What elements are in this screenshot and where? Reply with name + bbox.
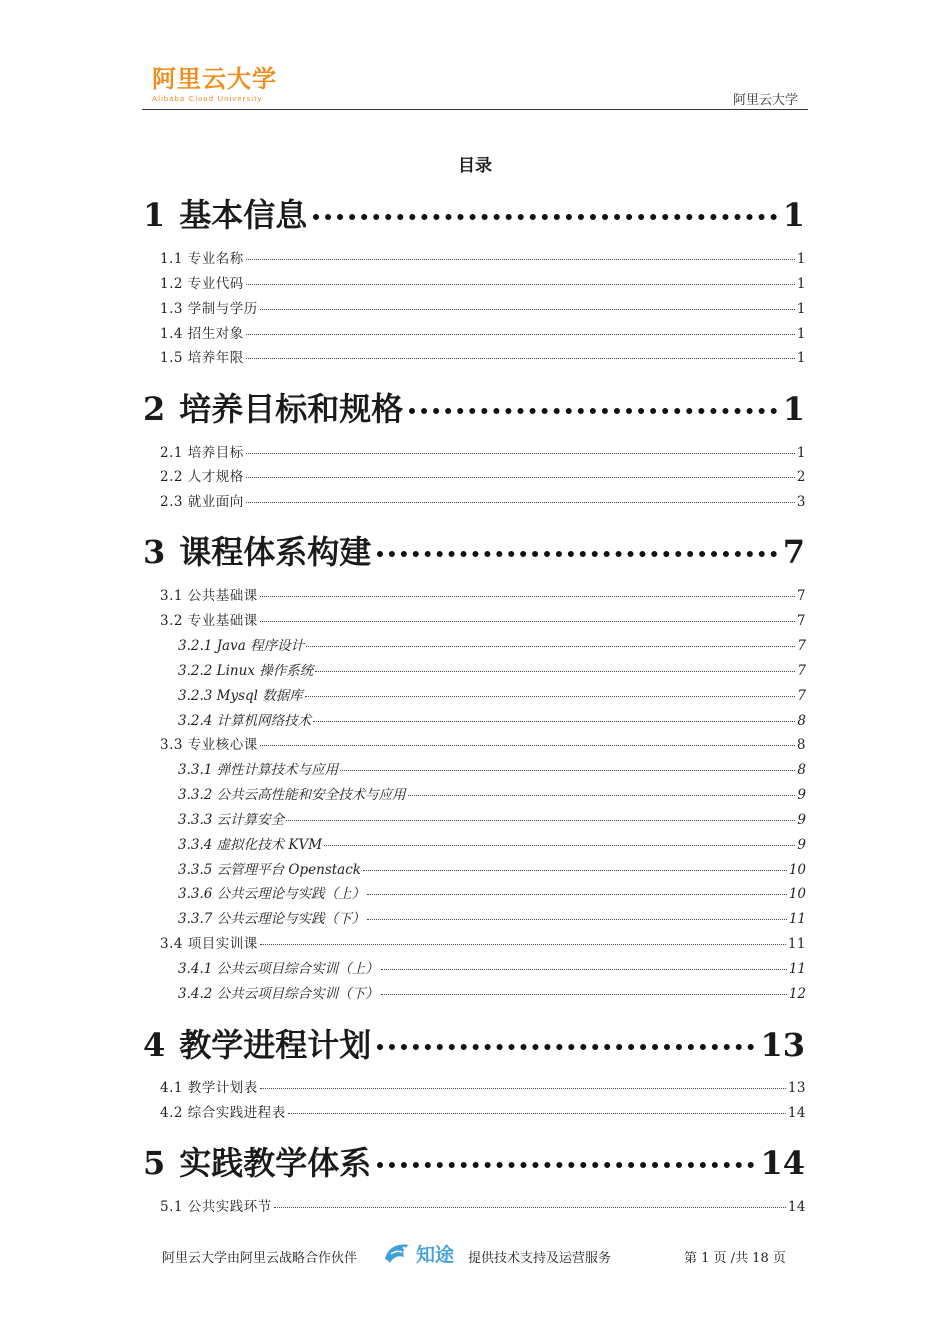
toc-subentry[interactable]: [178, 957, 806, 977]
dot-leader: [246, 477, 795, 478]
toc-subentry[interactable]: [178, 783, 806, 803]
entry-page: 3: [796, 494, 806, 510]
entry-page: 7: [797, 638, 806, 654]
entry-label: 3.3.3 云计算安全: [178, 812, 285, 828]
chapter-title: 培养目标和规格: [179, 390, 404, 428]
toc-entry[interactable]: [160, 465, 806, 485]
dot-leader: [377, 551, 776, 557]
entry-page: 9: [797, 837, 806, 853]
entry-label: 3.2.3 Mysql 数据库: [178, 688, 303, 704]
dot-leader: [260, 944, 786, 945]
entry-label: 2.1 培养目标: [160, 445, 244, 461]
entry-page: 10: [788, 862, 806, 878]
toc-entry[interactable]: [160, 1195, 806, 1215]
alibaba-cloud-university-logo: [152, 66, 282, 106]
dot-leader: [367, 894, 787, 895]
entry-label: 3.3.2 公共云高性能和安全技术与应用: [178, 787, 406, 803]
dot-leader: [324, 845, 795, 846]
chapter-title: 实践教学体系: [179, 1144, 372, 1182]
toc-subentry[interactable]: [178, 758, 806, 778]
entry-page: 13: [787, 1080, 806, 1096]
toc-subentry[interactable]: [178, 659, 806, 679]
dot-leader: [340, 770, 795, 771]
entry-label: 3.3 专业核心课: [160, 737, 258, 753]
entry-page: 10: [788, 886, 806, 902]
entry-page: 1: [796, 251, 806, 267]
entry-label: 5.1 公共实践环节: [160, 1199, 272, 1215]
entry-page: 14: [787, 1199, 806, 1215]
chapter-number: 4: [143, 1026, 166, 1064]
dot-leader: [409, 408, 776, 414]
entry-page: 2: [796, 469, 806, 485]
entry-page: 11: [788, 961, 806, 977]
dot-leader: [286, 820, 795, 821]
dot-leader: [260, 309, 795, 310]
dot-leader: [260, 745, 795, 746]
entry-label: 4.2 综合实践进程表: [160, 1105, 286, 1121]
zhitu-brand-text: 知途: [416, 1244, 455, 1266]
header-title: 阿里云大学: [732, 93, 798, 108]
entry-page: 1: [796, 326, 806, 342]
dot-leader: [260, 596, 795, 597]
entry-page: 7: [797, 663, 806, 679]
entry-label: 3.2 专业基础课: [160, 613, 258, 629]
toc-subentry[interactable]: [178, 833, 806, 853]
entry-label: 3.3.5 云管理平台 Openstack: [178, 862, 361, 878]
dot-leader: [246, 358, 795, 359]
toc-chapter-4[interactable]: [143, 1020, 805, 1064]
dot-leader: [315, 671, 795, 672]
entry-page: 7: [797, 688, 806, 704]
entry-label: 3.3.7 公共云理论与实践（下）: [178, 911, 366, 927]
chapter-title: 课程体系构建: [179, 533, 372, 571]
dot-leader: [313, 721, 795, 722]
footer-service-text: 提供技术支持及运营服务: [468, 1251, 612, 1266]
chapter-page: 1: [782, 390, 805, 428]
entry-label: 1.1 专业名称: [160, 251, 244, 267]
dot-leader: [408, 795, 796, 796]
toc-entry[interactable]: [160, 297, 806, 317]
toc-entry[interactable]: [160, 272, 806, 292]
entry-label: 3.4.2 公共云项目综合实训（下）: [178, 986, 379, 1002]
zhitu-bird-icon: [382, 1241, 412, 1267]
toc-chapter-2[interactable]: [143, 384, 805, 428]
toc-subentry[interactable]: [178, 634, 806, 654]
chapter-title: 基本信息: [179, 196, 308, 234]
toc-chapter-1[interactable]: [143, 190, 805, 234]
entry-label: 3.3.6 公共云理论与实践（上）: [178, 886, 366, 902]
entry-page: 8: [797, 762, 806, 778]
entry-label: 4.1 教学计划表: [160, 1080, 258, 1096]
zhitu-logo: [382, 1240, 454, 1267]
toc-entry[interactable]: [160, 584, 806, 604]
toc-chapter-3[interactable]: [143, 527, 805, 571]
entry-label: 1.3 学制与学历: [160, 301, 258, 317]
entry-label: 3.3.1 弹性计算技术与应用: [178, 762, 339, 778]
entry-page: 1: [796, 350, 806, 366]
entry-label: 1.2 专业代码: [160, 276, 244, 292]
entry-label: 3.4.1 公共云项目综合实训（上）: [178, 961, 379, 977]
entry-page: 11: [787, 936, 806, 952]
dot-leader: [313, 214, 776, 220]
dot-leader: [260, 621, 795, 622]
chapter-page: 1: [782, 196, 805, 234]
entry-page: 11: [788, 911, 806, 927]
dot-leader: [367, 919, 787, 920]
chapter-number: 1: [143, 196, 166, 234]
entry-page: 1: [796, 276, 806, 292]
toc-entry[interactable]: [160, 441, 806, 461]
entry-page: 8: [797, 713, 806, 729]
entry-label: 3.4 项目实训课: [160, 936, 258, 952]
entry-page: 7: [796, 613, 806, 629]
entry-page: 9: [797, 812, 806, 828]
toc-entry[interactable]: [160, 609, 806, 629]
dot-leader: [246, 284, 795, 285]
chapter-title: 教学进程计划: [179, 1026, 372, 1064]
toc-subentry[interactable]: [178, 808, 806, 828]
entry-label: 2.2 人才规格: [160, 469, 244, 485]
page-number: 第 1 页 /共 18 页: [684, 1251, 786, 1266]
toc-title: 目录: [458, 156, 492, 176]
entry-page: 12: [788, 986, 806, 1002]
entry-label: 3.3.4 虚拟化技术 KVM: [178, 837, 323, 853]
entry-label: 3.2.1 Java 程序设计: [178, 638, 305, 654]
dot-leader: [381, 969, 787, 970]
dot-leader: [363, 870, 787, 871]
footer-partner-text: 阿里云大学由阿里云战略合作伙伴: [162, 1251, 358, 1266]
chapter-number: 5: [143, 1144, 166, 1182]
toc-subentry[interactable]: [178, 684, 806, 704]
dot-leader: [381, 994, 787, 995]
toc-subentry[interactable]: [178, 982, 806, 1002]
entry-page: 1: [796, 301, 806, 317]
entry-page: 8: [796, 737, 806, 753]
toc-entry[interactable]: [160, 490, 806, 510]
entry-label: 3.2.2 Linux 操作系统: [178, 663, 314, 679]
toc-entry[interactable]: [160, 733, 806, 753]
dot-leader: [260, 1088, 786, 1089]
dot-leader: [305, 696, 796, 697]
dot-leader: [246, 334, 795, 335]
dot-leader: [246, 502, 795, 503]
chapter-page: 7: [782, 533, 805, 571]
toc-subentry[interactable]: [178, 858, 806, 878]
dot-leader: [377, 1162, 754, 1168]
chapter-page: 14: [760, 1144, 805, 1182]
page-footer: [0, 1240, 950, 1270]
entry-label: 3.2.4 计算机网络技术: [178, 713, 312, 729]
entry-page: 9: [797, 787, 806, 803]
entry-label: 2.3 就业面向: [160, 494, 244, 510]
entry-label: 1.5 培养年限: [160, 350, 244, 366]
entry-label: 1.4 招生对象: [160, 326, 244, 342]
dot-leader: [274, 1207, 786, 1208]
toc-entry[interactable]: [160, 932, 806, 952]
logo-text-cn: 阿里云大学: [152, 65, 277, 93]
entry-page: 7: [796, 588, 806, 604]
dot-leader: [246, 453, 795, 454]
toc-entry[interactable]: [160, 247, 806, 267]
dot-leader: [246, 259, 795, 260]
toc-entry[interactable]: [160, 1101, 806, 1121]
entry-page: 14: [787, 1105, 806, 1121]
entry-page: 1: [796, 445, 806, 461]
dot-leader: [377, 1044, 754, 1050]
toc-entry[interactable]: [160, 322, 806, 342]
dot-leader: [288, 1113, 786, 1114]
chapter-number: 2: [143, 390, 166, 428]
toc-entry[interactable]: [160, 346, 806, 366]
toc-subentry[interactable]: [178, 882, 806, 902]
header-divider: [142, 109, 808, 110]
dot-leader: [306, 646, 795, 647]
toc-entry[interactable]: [160, 1076, 806, 1096]
chapter-number: 3: [143, 533, 166, 571]
chapter-page: 13: [760, 1026, 805, 1064]
toc-chapter-5[interactable]: [143, 1138, 805, 1182]
entry-label: 3.1 公共基础课: [160, 588, 258, 604]
toc-subentry[interactable]: [178, 907, 806, 927]
logo-text-en: Alibaba Cloud University: [152, 94, 263, 103]
toc-subentry[interactable]: [178, 709, 806, 729]
